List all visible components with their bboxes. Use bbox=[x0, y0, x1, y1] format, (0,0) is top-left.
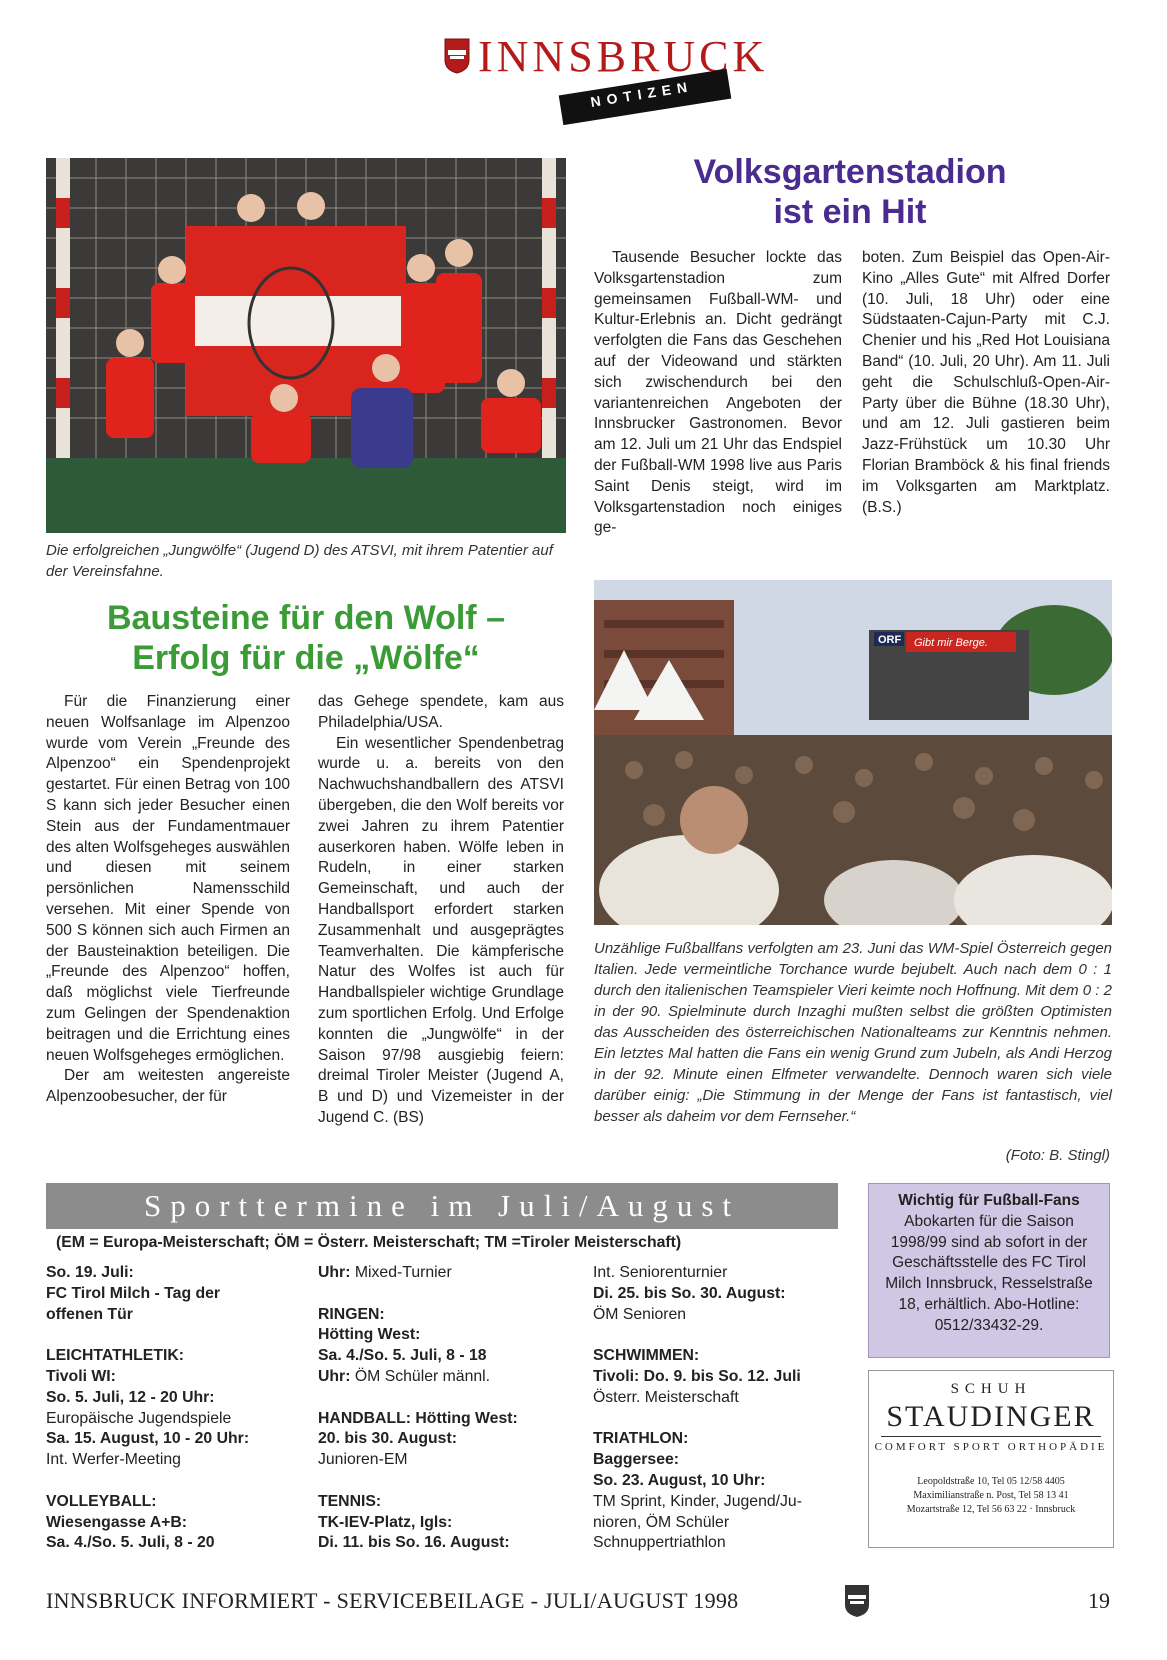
sport-line-normal: Europäische Jugendspiele bbox=[46, 1409, 232, 1427]
sport-line bbox=[46, 1533, 308, 1554]
sport-line bbox=[46, 1471, 308, 1492]
sport-line bbox=[46, 1450, 308, 1471]
masthead bbox=[440, 32, 769, 122]
sport-line bbox=[593, 1388, 855, 1409]
sport-line bbox=[318, 1305, 580, 1326]
sport-line-bold: So. 5. Juli, 12 - 20 Uhr: bbox=[46, 1388, 215, 1406]
footer-text: INNSBRUCK INFORMIERT - SERVICEBEILAGE - JULI/AUGUST 1998 bbox=[46, 1588, 739, 1613]
sport-line-bold: Tivoli WI: bbox=[46, 1367, 116, 1385]
sport-line bbox=[46, 1325, 308, 1346]
sport-line bbox=[593, 1305, 855, 1326]
sport-line bbox=[46, 1263, 308, 1284]
sport-line bbox=[318, 1492, 580, 1513]
ad-tagline: COMFORT SPORT ORTHOPÄDIE bbox=[874, 1441, 1108, 1453]
sport-line bbox=[593, 1513, 855, 1534]
sport-line-bold: Tivoli: Do. 9. bis So. 12. Juli bbox=[593, 1367, 801, 1385]
sporttermine-column-1 bbox=[46, 1263, 308, 1554]
sport-line-bold: Sa. 4./So. 5. Juli, 8 - 18 bbox=[318, 1347, 487, 1365]
ad-divider bbox=[881, 1436, 1101, 1437]
stadion-paragraph-2: boten. Zum Beispiel das Open-Air-Kino „Alles Gute“ mit Alfred Dorfer (10. Juli, 18 Uhr) oder eine Südstaaten-Cajun-Party mit C.J. Chenier und his „Red Hot Louisiana Band“ (10. Juli, 20 Uhr). Am 11. Juli geht die Schulschluß-Open-Air-Party über die Bühne (18.30 Uhr), und am 12. Juli gastieren beim Jazz-Frühstück um 10.30 Uhr Florian Bramböck & his final friends im Volksgarten am Marktplatz. (B.S.) bbox=[862, 249, 1110, 516]
sport-line bbox=[593, 1325, 855, 1346]
sport-line bbox=[593, 1429, 855, 1450]
staudinger-ad bbox=[868, 1370, 1114, 1548]
sport-line bbox=[318, 1263, 580, 1284]
sport-line-bold: So. 23. August, 10 Uhr: bbox=[593, 1471, 766, 1489]
sport-line bbox=[593, 1450, 855, 1471]
sport-line-normal: TM Sprint, Kinder, Jugend/Ju- bbox=[593, 1492, 802, 1510]
sport-line bbox=[46, 1492, 308, 1513]
screen-label: ORF bbox=[878, 634, 902, 646]
sport-line-bold: Uhr: bbox=[318, 1367, 351, 1385]
sport-line bbox=[46, 1409, 308, 1430]
masthead-subtitle: NOTIZEN bbox=[589, 78, 695, 110]
wolf-paragraph-1: Für die Finanzierung einer neuen Wolfsanlage im Alpenzoo wurde vom Verein „Freunde des Alpenzoo“ ein Spendenprojekt gestartet. Für einen Betrag von 100 S kann sich jeder Besucher einen Stein aus der Fundamentmauer des alten Wolfsgeheges auswählen und diesen mit seinem persönlichen Namensschild versehen. Mit einer Spende von 500 S können sich auch Firmen an der Bausteinaktion beteiligen. Die „Freunde des Alpenzoo“ hoffen, daß möglichst viele Tierfreunde zum Gelingen der Spendenaktion beitragen und die Errichtung eines neuen Wolfsgeheges ermöglichen. bbox=[46, 693, 290, 1064]
sport-line-bold: So. 19. Juli: bbox=[46, 1264, 134, 1281]
sporttermine-column-3 bbox=[593, 1263, 855, 1554]
sport-line-bold: LEICHTATHLETIK: bbox=[46, 1347, 185, 1365]
wolf-headline-line2: Erfolg für die „Wölfe“ bbox=[132, 639, 480, 677]
sport-line bbox=[318, 1513, 580, 1534]
info-box-title: Wichtig für Fußball-Fans bbox=[898, 1192, 1080, 1209]
info-box-body: Abokarten für die Saison 1998/99 sind ab sofort in der Geschäftsstelle des FC Tirol Milch Innsbruck, Resselstraße 18, erhältlich. Abo-Hotline: 0512/33432-29. bbox=[885, 1212, 1093, 1334]
sport-line-normal: Österr. Meisterschaft bbox=[593, 1388, 739, 1406]
sport-line bbox=[593, 1263, 855, 1284]
sport-line bbox=[318, 1429, 580, 1450]
sport-line-bold: TRIATHLON: bbox=[593, 1430, 689, 1448]
sport-line-bold: FC Tirol Milch - Tag der bbox=[46, 1284, 221, 1302]
sporttermine-column-2 bbox=[318, 1263, 580, 1554]
sport-line bbox=[318, 1388, 580, 1409]
sport-line bbox=[46, 1346, 308, 1367]
ad-address-2: Maximilianstraße n. Post, Tel 58 13 41 bbox=[913, 1490, 1069, 1501]
sport-line-normal: Schnuppertriathlon bbox=[593, 1534, 726, 1552]
sport-line bbox=[318, 1325, 580, 1346]
masthead-title: INNSBRUCK bbox=[478, 32, 769, 81]
innsbruck-crest-icon bbox=[444, 38, 470, 74]
sport-line bbox=[318, 1367, 580, 1388]
sport-line-bold: Baggersee: bbox=[593, 1451, 680, 1469]
sport-line-bold: Sa. 4./So. 5. Juli, 8 - 20 bbox=[46, 1534, 215, 1552]
stadion-column-2 bbox=[862, 248, 1110, 518]
sport-line bbox=[318, 1346, 580, 1367]
stadion-headline-line2: ist ein Hit bbox=[773, 193, 927, 231]
sporttermine-title: Sporttermine im Juli/August bbox=[46, 1183, 838, 1229]
sport-line-normal: Mixed-Turnier bbox=[350, 1264, 452, 1281]
footer-crest-icon bbox=[844, 1584, 870, 1618]
sport-line-bold: TK-IEV-Platz, Igls: bbox=[318, 1513, 453, 1531]
sport-line-bold: Sa. 15. August, 10 - 20 Uhr: bbox=[46, 1430, 250, 1448]
sporttermine-legend: (EM = Europa-Meisterschaft; ÖM = Österr. Meisterschaft; TM =Tiroler Meisterschaft) bbox=[56, 1234, 682, 1251]
sport-line bbox=[593, 1346, 855, 1367]
page-number: 19 bbox=[1088, 1588, 1110, 1613]
ad-schuh: SCHUH bbox=[950, 1381, 1032, 1397]
wolf-paragraph-2: Der am weitesten angereiste Alpenzoobesucher, der für bbox=[46, 1067, 290, 1106]
ad-brand: STAUDINGER bbox=[886, 1400, 1096, 1433]
photo-credit: (Foto: B. Stingl) bbox=[1005, 1147, 1110, 1164]
crowd-photo bbox=[594, 580, 1112, 925]
sport-line bbox=[593, 1471, 855, 1492]
wolf-column-1 bbox=[46, 692, 290, 1108]
sport-line-bold: HANDBALL: Hötting West: bbox=[318, 1409, 518, 1427]
sport-line-bold: offenen Tür bbox=[46, 1305, 133, 1323]
stadion-headline-line1: Volksgartenstadion bbox=[693, 153, 1007, 191]
sport-line bbox=[318, 1284, 580, 1305]
wolf-paragraph-4: Ein wesentlicher Spendenbetrag wurde u. a. bereits von den Nachwuchshandballern des ATSVI übergeben, die den Wolf bereits vor zwei Jahren zu ihrem Patentier auserkoren haben. Wölfe leben in Rudeln, in einer starken Gemeinschaft, und auch der Handballsport erfordert starken Zusammenhalt und ausgeprägtes Teamverhalten. Die kämpferische Natur des Wolfes ist auch für Handballspieler wichtige Grundlage zum sportlichen Erfolg. Und Erfolge konnten die „Jungwölfe“ in der Saison 97/98 ausgiebig feiern: dreimal Tiroler Meister (Jugend A, B und D) und Vizemeister in der Jugend C. (BS) bbox=[318, 734, 564, 1126]
sport-line-bold: TENNIS: bbox=[318, 1492, 382, 1510]
wolf-column-2 bbox=[318, 692, 564, 1129]
sport-line bbox=[318, 1450, 580, 1471]
sport-line-bold: 20. bis 30. August: bbox=[318, 1430, 457, 1448]
sport-line bbox=[593, 1533, 855, 1554]
sport-line-normal: Junioren-EM bbox=[318, 1451, 408, 1469]
fussball-info-box bbox=[868, 1183, 1110, 1358]
crowd-photo-icon bbox=[594, 580, 1112, 925]
sport-line-bold: Uhr: bbox=[318, 1264, 351, 1281]
sport-line bbox=[46, 1388, 308, 1409]
sport-line-bold: RINGEN: bbox=[318, 1305, 385, 1323]
stadion-headline bbox=[600, 152, 1100, 232]
team-photo-icon bbox=[46, 158, 566, 533]
sport-line-bold: Wiesengasse A+B: bbox=[46, 1513, 188, 1531]
sport-line bbox=[46, 1513, 308, 1534]
sport-line bbox=[593, 1284, 855, 1305]
sport-line bbox=[46, 1367, 308, 1388]
sport-line-bold: SCHWIMMEN: bbox=[593, 1347, 700, 1365]
sport-line bbox=[46, 1429, 308, 1450]
sport-line bbox=[46, 1284, 308, 1305]
sport-line-bold: Di. 25. bis So. 30. August: bbox=[593, 1284, 786, 1302]
sport-line-bold: Hötting West: bbox=[318, 1326, 421, 1344]
sport-line bbox=[593, 1367, 855, 1388]
team-photo bbox=[46, 158, 566, 533]
sport-line-bold: Di. 11. bis So. 16. August: bbox=[318, 1534, 510, 1552]
sport-line bbox=[593, 1409, 855, 1430]
sport-line-bold: VOLLEYBALL: bbox=[46, 1492, 157, 1510]
sport-line bbox=[318, 1409, 580, 1430]
ad-address-1: Leopoldstraße 10, Tel 05 12/58 4405 bbox=[917, 1476, 1065, 1487]
wolf-paragraph-3: das Gehege spendete, kam aus Philadelphia/USA. bbox=[318, 693, 564, 731]
sport-line-normal: Int. Seniorenturnier bbox=[593, 1264, 728, 1281]
sport-line-normal: ÖM Senioren bbox=[593, 1305, 687, 1323]
sport-line bbox=[46, 1305, 308, 1326]
stadion-column-1 bbox=[594, 248, 842, 539]
sport-line-normal: Int. Werfer-Meeting bbox=[46, 1451, 181, 1469]
sport-line bbox=[318, 1471, 580, 1492]
sport-line-normal: nioren, ÖM Schüler bbox=[593, 1513, 730, 1531]
wolf-headline-line1: Bausteine für den Wolf – bbox=[107, 599, 505, 637]
ad-addresses bbox=[869, 1475, 1113, 1517]
sport-line-normal: ÖM Schüler männl. bbox=[350, 1367, 491, 1385]
page-footer bbox=[46, 1588, 1110, 1618]
ad-address-3: Mozartstraße 12, Tel 56 63 22 · Innsbruck bbox=[906, 1504, 1076, 1515]
crowd-photo-caption: Unzählige Fußballfans verfolgten am 23. Juni das WM-Spiel Österreich gegen Italien. Jede vermeintliche Torchance wurde bejubelt. Auch nach dem 0 : 1 durch den italienischen Teamspieler Vieri keimte noch Hoffnung. Mit dem 0 : 2 in der 90. Spielminute durch Inzaghi mußten selbst die größten Optimisten das Ausscheiden des österreichischen Nationalteams zur Kenntnis nehmen. Ein letztes Mal hatten die Fans ein wenig Grund zum Jubeln, als Andi Herzog in der 92. Minute einen Elfmeter verwandelte. Dennoch waren sich viele darüber einig: „Die Stimmung in der Menge der Fans ist fantastisch, viel besser als daheim vor dem Fernseher.“ bbox=[594, 940, 1112, 1125]
sport-line bbox=[318, 1533, 580, 1554]
team-photo-caption: Die erfolgreichen „Jungwölfe“ (Jugend D) des ATSVI, mit ihrem Patentier auf der Vereinsfahne. bbox=[46, 542, 553, 580]
stadion-paragraph-1: Tausende Besucher lockte das Volksgartenstadion zum gemeinsamen Fußball-WM- und Kultur-Erlebnis an. Dicht gedrängt verfolgten die Fans das Geschehen auf der Videowand und stärkten sich zwischendurch bei den variantenreichen Angeboten der Innsbrucker Gastronomen. Bevor am 12. Juli um 21 Uhr das Endspiel der Fußball-WM 1998 live aus Paris Saint Denis steigt, wird im Volksgartenstadion noch einiges ge- bbox=[594, 249, 842, 537]
sport-line bbox=[593, 1492, 855, 1513]
banner-text: Gibt mir Berge. bbox=[914, 637, 988, 649]
wolf-headline bbox=[46, 598, 566, 678]
